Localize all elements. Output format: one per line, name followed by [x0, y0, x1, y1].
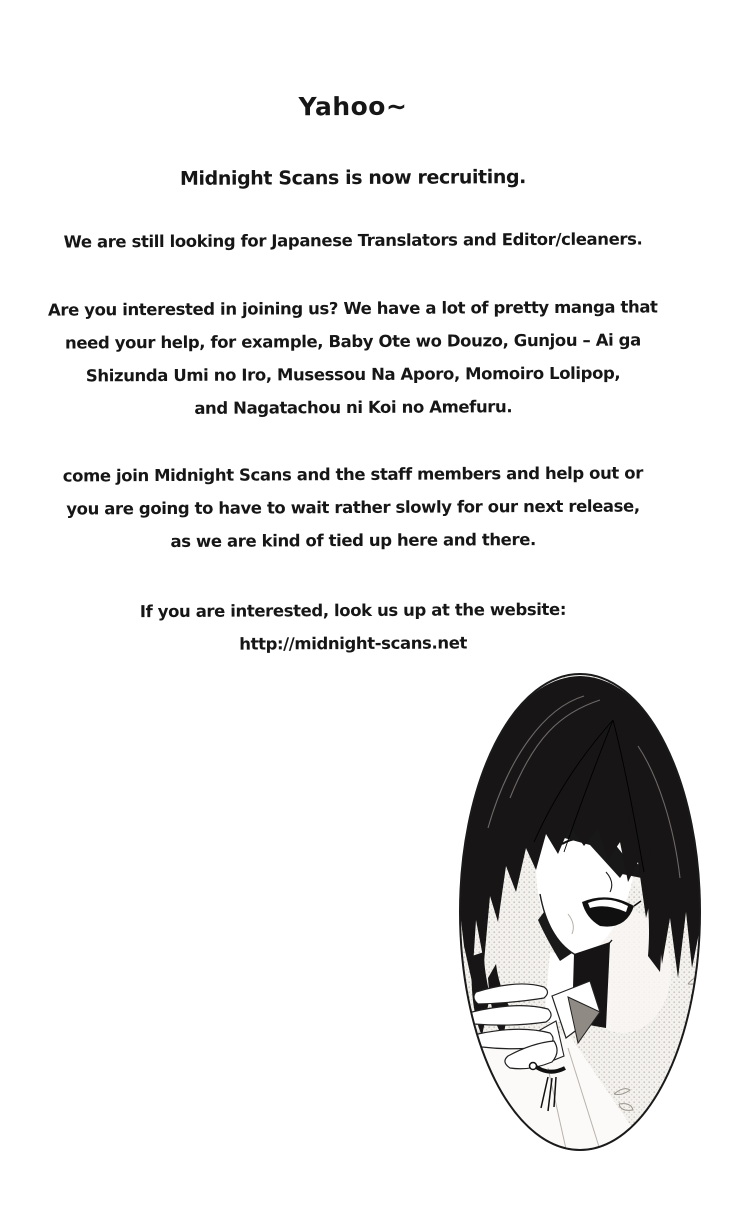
paragraph-line: Shizunda Umi no Iro, Musessou Na Aporo, Momoiro Lolipop, — [85, 363, 621, 386]
website-url-text: http://midnight-scans.net — [239, 633, 468, 654]
recruiting-announcement: Midnight Scans is now recruiting. — [179, 166, 527, 190]
manga-list-paragraph — [0, 290, 706, 426]
join-paragraph — [0, 456, 706, 559]
paragraph-line: you are going to have to wait rather slowly for our next release, — [66, 496, 640, 519]
website-paragraph — [0, 592, 706, 662]
website-intro-line: If you are interested, look us up at the website: — [139, 599, 567, 622]
recruiting-detail-line: We are still looking for Japanese Translators and Editor/cleaners. — [63, 229, 643, 252]
paragraph-line: need your help, for example, Baby Ote wo Douzo, Gunjou – Ai ga — [64, 330, 641, 353]
greeting-text: Yahoo~ — [298, 91, 408, 122]
paragraph-line: and Nagatachou ni Koi no Amefuru. — [194, 397, 513, 418]
paragraph-line: Are you interested in joining us? We have a lot of pretty manga that — [47, 297, 658, 320]
manga-character-portrait — [448, 666, 720, 1166]
paragraph-line: as we are kind of tied up here and there. — [170, 530, 536, 551]
paragraph-line: come join Midnight Scans and the staff members and help out or — [62, 463, 643, 486]
